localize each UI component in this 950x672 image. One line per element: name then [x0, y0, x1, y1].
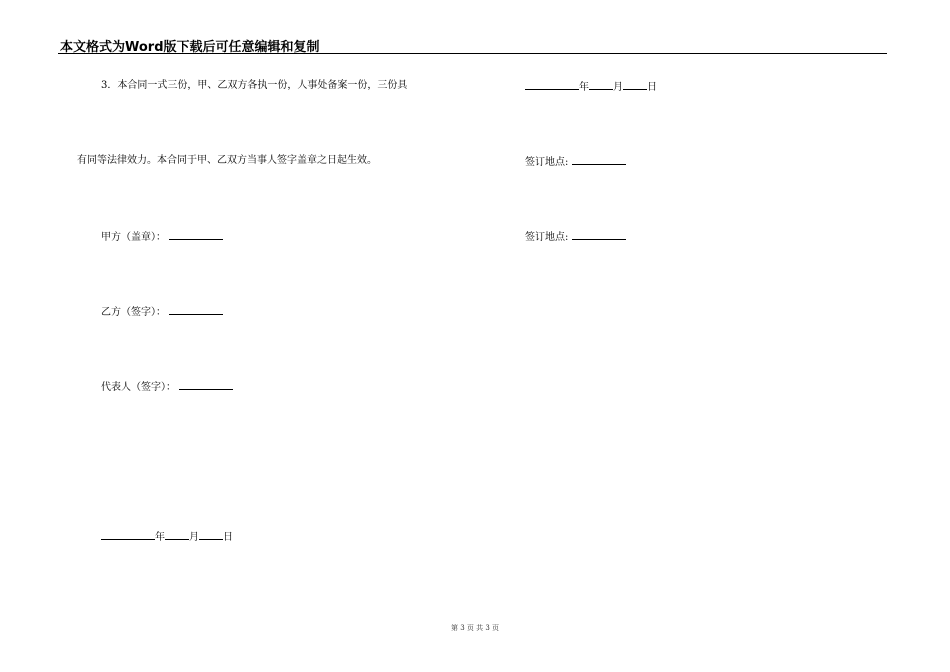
page-number-footer: 第 3 页 共 3 页 [450, 624, 500, 632]
sign-place-blank-2 [572, 230, 626, 240]
header-divider [58, 53, 887, 54]
party-a-label: 甲方（盖章）： [101, 232, 166, 243]
right-day-label: 日 [647, 82, 657, 93]
sign-place-blank-1 [572, 155, 626, 165]
document-header-title: 本文格式为Word版下载后可任意编辑和复制 [60, 40, 320, 55]
left-date-row [101, 530, 233, 544]
right-day-blank [623, 80, 647, 90]
sign-place-label-1: 签订地点: [525, 157, 569, 168]
left-month-blank [165, 530, 189, 540]
party-b-signature-blank [169, 305, 223, 315]
sign-place-row-1 [525, 155, 626, 169]
party-b-signature-row [101, 305, 223, 319]
sign-place-row-2 [525, 230, 626, 244]
party-a-signature-row [101, 230, 223, 244]
party-b-label: 乙方（签字）： [101, 307, 166, 318]
left-day-blank [199, 530, 223, 540]
clause-3-line-1: 3．本合同一式三份，甲、乙双方各执一份，人事处备案一份，三份具 [101, 80, 408, 91]
left-day-label: 日 [223, 532, 233, 543]
party-a-signature-blank [169, 230, 223, 240]
left-year-label: 年 [155, 532, 165, 543]
left-month-label: 月 [189, 532, 199, 543]
sign-place-label-2: 签订地点: [525, 232, 569, 243]
right-year-label: 年 [579, 82, 589, 93]
clause-3-line-2: 有同等法律效力。本合同于甲、乙双方当事人签字盖章之日起生效。 [77, 155, 377, 166]
representative-signature-row [101, 380, 233, 394]
representative-label: 代表人（签字）： [101, 382, 176, 393]
left-year-blank [101, 530, 155, 540]
right-month-label: 月 [613, 82, 623, 93]
right-month-blank [589, 80, 613, 90]
right-date-row [525, 80, 657, 94]
right-year-blank [525, 80, 579, 90]
representative-signature-blank [179, 380, 233, 390]
